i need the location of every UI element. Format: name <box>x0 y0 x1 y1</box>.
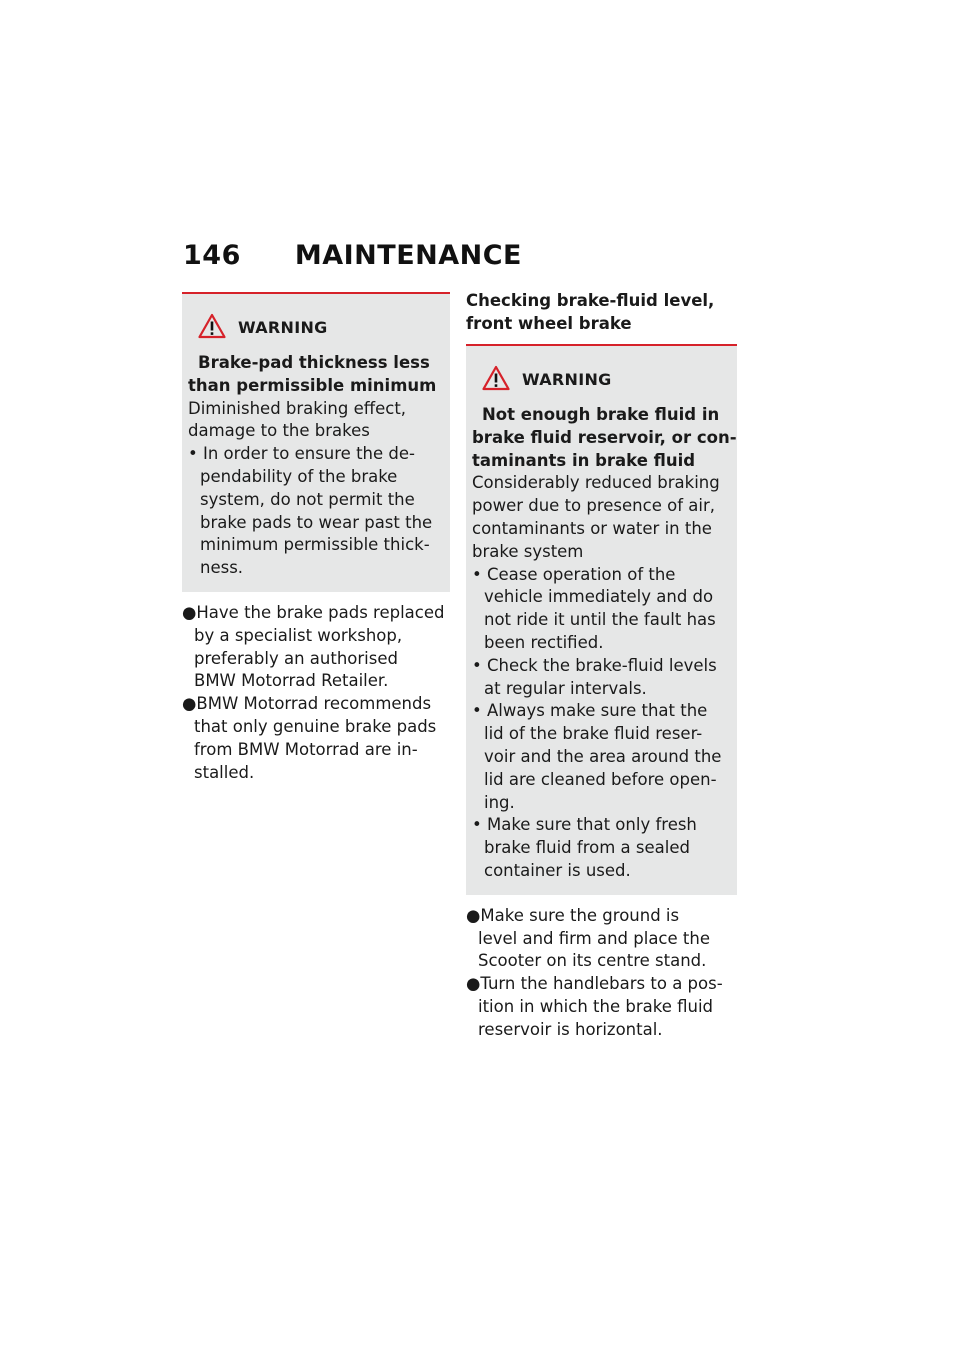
warning-bullet-line: brake pads to wear past the <box>200 512 433 532</box>
warning-bullet-line: • Check the brake-fluid levels <box>472 655 717 675</box>
page-header <box>183 240 522 271</box>
section-title: MAINTENANCE <box>294 240 522 271</box>
step-list <box>182 602 450 784</box>
warning-triangle-icon <box>198 313 226 339</box>
page-number: 146 <box>183 240 241 271</box>
step-list <box>466 905 737 1042</box>
step-line: BMW Motorrad Retailer. <box>194 671 389 691</box>
step-line: ●Turn the handlebars to a pos- <box>466 974 723 994</box>
warning-title-line: taminants in brake fluid <box>472 450 696 470</box>
step-line: ●BMW Motorrad recommends <box>182 694 432 714</box>
warning-effect-line: damage to the brakes <box>188 421 370 441</box>
warning-bullet-line: not ride it until the fault has <box>484 610 716 630</box>
warning-title-line: than permissible minimum <box>188 375 437 395</box>
warning-bullet-line: pendability of the brake <box>200 466 398 486</box>
warning-bullet-line: • Make sure that only fresh <box>472 815 697 835</box>
warning-bullet-line: • In order to ensure the de- <box>188 444 415 464</box>
step-line: ●Have the brake pads replaced <box>182 602 445 622</box>
subsection-title-line: Checking brake-fluid level, <box>466 291 715 310</box>
step-line: by a specialist workshop, <box>194 625 403 645</box>
warning-bullet-line: brake fluid from a sealed <box>484 838 690 858</box>
warning-header <box>472 360 731 396</box>
warning-bullet-line: system, do not permit the <box>200 489 415 509</box>
left-column <box>182 292 450 784</box>
step-line: ition in which the brake fluid <box>478 996 713 1016</box>
warning-bullet-line: • Cease operation of the <box>472 564 676 584</box>
step-line: from BMW Motorrad are in- <box>194 739 418 759</box>
warning-label: WARNING <box>238 317 328 337</box>
warning-effect-line: contaminants or water in the <box>472 518 712 538</box>
step-line: ●Make sure the ground is <box>466 905 680 925</box>
warning-bullet-line: • Always make sure that the <box>472 701 708 721</box>
warning-label: WARNING <box>522 369 612 389</box>
warning-title-line: brake fluid reservoir, or con- <box>472 427 737 447</box>
warning-box-brake-pads <box>182 292 450 592</box>
warning-bullet-line: been rectified. <box>484 632 604 652</box>
right-column <box>466 289 737 1042</box>
step-line: stalled. <box>194 762 255 782</box>
step-line: that only genuine brake pads <box>194 716 437 736</box>
warning-bullet-line: lid are cleaned before open- <box>484 769 717 789</box>
warning-title-line: Brake-pad thickness less <box>198 353 430 372</box>
step-line: preferably an authorised <box>194 648 398 668</box>
warning-bullet-line: ness. <box>200 558 244 578</box>
warning-header <box>188 308 444 344</box>
step-line: Scooter on its centre stand. <box>478 951 707 971</box>
warning-effect-line: brake system <box>472 541 584 561</box>
warning-title-line: Not enough brake fluid in <box>482 405 720 424</box>
warning-triangle-icon <box>482 365 510 391</box>
subsection-title-line: front wheel brake <box>466 314 632 333</box>
warning-bullet-line: minimum permissible thick- <box>200 535 430 555</box>
warning-bullet-line: vehicle immediately and do <box>484 587 714 607</box>
warning-effect-line: Diminished braking effect, <box>188 398 407 418</box>
warning-bullet-line: container is used. <box>484 860 631 880</box>
warning-effect-line: power due to presence of air, <box>472 496 715 516</box>
warning-bullet-line: at regular intervals. <box>484 678 647 698</box>
warning-effect-line: Considerably reduced braking <box>472 473 720 493</box>
warning-bullet-line: voir and the area around the <box>484 746 722 766</box>
step-line: level and firm and place the <box>478 928 710 948</box>
warning-bullet-line: lid of the brake fluid reser- <box>484 724 703 744</box>
warning-box-brake-fluid <box>466 346 737 895</box>
warning-bullet-line: ing. <box>484 792 515 812</box>
step-line: reservoir is horizontal. <box>478 1019 663 1039</box>
